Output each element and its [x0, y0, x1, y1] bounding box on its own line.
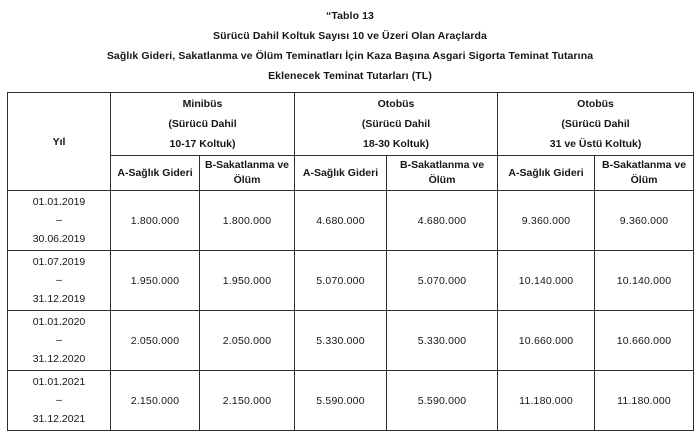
value-cell: 1.800.000	[111, 191, 200, 251]
value-cell: 9.360.000	[595, 191, 694, 251]
table-row	[8, 371, 694, 431]
value-cell: 5.590.000	[387, 371, 498, 431]
table-row	[8, 311, 694, 371]
table-title-line-3: Sağlık Gideri, Sakatlanma ve Ölüm Teminatları İçin Kaza Başına Asgari Sigorta Teminat Tutarına	[106, 50, 594, 62]
year-cell	[8, 371, 111, 431]
col-group-minibus-line3: 10-17 Koltuk)	[169, 138, 236, 150]
col-group-otobus-18-30	[295, 93, 498, 156]
period-end: 31.12.2021	[32, 412, 86, 425]
subheader-saglik-otobus-31-plus: A-Sağlık Gideri	[498, 156, 595, 191]
value-cell: 5.330.000	[387, 311, 498, 371]
col-group-minibus-line2: (Sürücü Dahil	[168, 118, 237, 130]
value-cell: 5.330.000	[295, 311, 387, 371]
table-title-line-2: Sürücü Dahil Koltuk Sayısı 10 ve Üzeri Olan Araçlarda	[213, 30, 487, 42]
subheader-sakatlanma-otobus-31-plus-line1: B-Sakatlanma ve	[602, 159, 687, 171]
subheader-sakatlanma-otobus-18-30-line1: B-Sakatlanma ve	[400, 159, 485, 171]
period-start: 01.01.2020	[32, 315, 86, 328]
table-title-line-1: “Tablo 13	[326, 10, 374, 22]
value-cell: 10.660.000	[595, 311, 694, 371]
col-group-otobus-31-plus-name: Otobüs	[577, 98, 614, 110]
col-group-otobus-18-30-line3: 18-30 Koltuk)	[363, 138, 429, 150]
sub-header-row	[8, 156, 694, 191]
col-group-minibus	[111, 93, 295, 156]
period-dash: –	[56, 334, 62, 347]
value-cell: 1.950.000	[111, 251, 200, 311]
table-title-line-4: Eklenecek Teminat Tutarları (TL)	[268, 70, 432, 82]
value-cell: 1.800.000	[200, 191, 295, 251]
value-cell: 10.660.000	[498, 311, 595, 371]
subheader-sakatlanma-otobus-31-plus	[595, 156, 694, 191]
period-dash: –	[56, 274, 62, 287]
period-end: 31.12.2020	[32, 352, 86, 365]
col-group-otobus-18-30-line2: (Sürücü Dahil	[361, 118, 431, 130]
value-cell: 2.050.000	[111, 311, 200, 371]
col-group-otobus-31-plus	[498, 93, 694, 156]
subheader-saglik-otobus-18-30: A-Sağlık Gideri	[295, 156, 387, 191]
col-header-yil: Yıl	[8, 93, 111, 191]
col-group-otobus-31-plus-line3: 31 ve Üstü Koltuk)	[549, 138, 642, 150]
subheader-sakatlanma-otobus-18-30	[387, 156, 498, 191]
value-cell: 5.070.000	[295, 251, 387, 311]
period-start: 01.01.2019	[32, 195, 86, 208]
group-header-row	[8, 93, 694, 156]
value-cell: 2.150.000	[200, 371, 295, 431]
subheader-sakatlanma-minibus-line1: B-Sakatlanma ve	[204, 159, 290, 171]
value-cell: 1.950.000	[200, 251, 295, 311]
value-cell: 2.050.000	[200, 311, 295, 371]
subheader-sakatlanma-otobus-31-plus-line2: Ölüm	[630, 174, 658, 186]
value-cell: 5.070.000	[387, 251, 498, 311]
value-cell: 4.680.000	[295, 191, 387, 251]
value-cell: 10.140.000	[595, 251, 694, 311]
table-row	[8, 191, 694, 251]
period-dash: –	[56, 394, 62, 407]
value-cell: 11.180.000	[498, 371, 595, 431]
year-cell	[8, 251, 111, 311]
col-group-otobus-18-30-name: Otobüs	[377, 98, 415, 110]
year-cell	[8, 311, 111, 371]
period-start: 01.07.2019	[32, 255, 86, 268]
subheader-saglik-minibus: A-Sağlık Gideri	[111, 156, 200, 191]
table-title	[0, 0, 700, 86]
value-cell: 10.140.000	[498, 251, 595, 311]
subheader-sakatlanma-otobus-18-30-line2: Ölüm	[428, 174, 456, 186]
subheader-sakatlanma-minibus	[200, 156, 295, 191]
value-cell: 5.590.000	[295, 371, 387, 431]
value-cell: 9.360.000	[498, 191, 595, 251]
period-start: 01.01.2021	[32, 375, 86, 388]
teminat-table	[7, 92, 694, 431]
year-cell	[8, 191, 111, 251]
period-end: 31.12.2019	[32, 292, 86, 305]
value-cell: 4.680.000	[387, 191, 498, 251]
value-cell: 11.180.000	[595, 371, 694, 431]
subheader-sakatlanma-minibus-line2: Ölüm	[233, 174, 261, 186]
value-cell: 2.150.000	[111, 371, 200, 431]
col-group-otobus-31-plus-line2: (Sürücü Dahil	[561, 118, 630, 130]
period-end: 30.06.2019	[32, 232, 86, 245]
table-row	[8, 251, 694, 311]
col-group-minibus-name: Minibüs	[182, 98, 223, 110]
period-dash: –	[56, 214, 62, 227]
